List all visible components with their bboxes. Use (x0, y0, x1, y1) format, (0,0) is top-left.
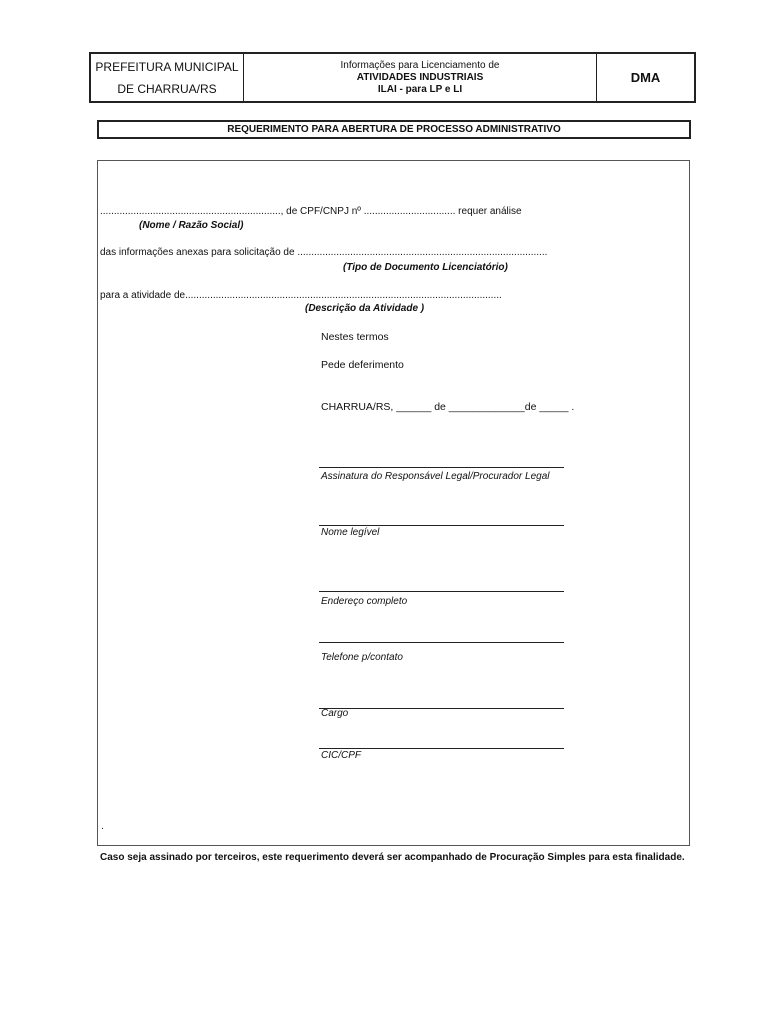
header-municipality-line1: PREFEITURA MUNICIPAL (95, 59, 239, 74)
phone-label: Telefone p/contato (321, 652, 403, 663)
document-type-caption: (Tipo de Documento Licenciatório) (343, 262, 508, 273)
name-cpf-line: ................................................................., de CPF/CNPJ nº ................................. requer análise (100, 206, 522, 217)
date-line: CHARRUA/RS, ______ de _____________de _____ . (321, 401, 575, 413)
header-subject-line2: ATIVIDADES INDUSTRIAIS (356, 71, 484, 83)
header-subject (244, 54, 597, 101)
document-type-line: das informações anexas para solicitação de .......................................................................................... (100, 247, 548, 258)
activity-caption: (Descrição da Atividade ) (305, 303, 425, 314)
cic-cpf-label: CIC/CPF (321, 750, 361, 761)
header-municipality (91, 54, 244, 101)
legible-name-line (319, 525, 564, 526)
document-header (89, 52, 696, 103)
legible-name-label: Nome legível (321, 527, 380, 538)
header-code-text: DMA (630, 70, 661, 85)
phone-line (319, 642, 564, 643)
address-label: Endereço completo (321, 596, 408, 607)
closing-terms: Nestes termos (321, 331, 389, 343)
header-subject-line1: Informações para Licenciamento de (340, 59, 500, 71)
name-caption: (Nome / Razão Social) (139, 220, 244, 231)
address-line (319, 591, 564, 592)
document-title: REQUERIMENTO PARA ABERTURA DE PROCESSO ADMINISTRATIVO (97, 120, 691, 139)
signature-line (319, 467, 564, 468)
activity-line: para a atividade de.................................................................................................................. (100, 290, 502, 301)
header-subject-line3: ILAI - para LP e LI (377, 83, 463, 95)
footnote: Caso seja assinado por terceiros, este requerimento deverá ser acompanhado de Procuração Simples para esta finalidade. (100, 852, 685, 863)
header-code (597, 54, 694, 101)
position-label: Cargo (321, 708, 349, 719)
trailing-dot: . (101, 820, 104, 832)
position-line (319, 708, 564, 709)
closing-request: Pede deferimento (321, 359, 404, 371)
cic-cpf-line (319, 748, 564, 749)
header-municipality-line2: DE CHARRUA/RS (117, 81, 217, 96)
signature-label: Assinatura do Responsável Legal/Procurador Legal (321, 471, 550, 482)
